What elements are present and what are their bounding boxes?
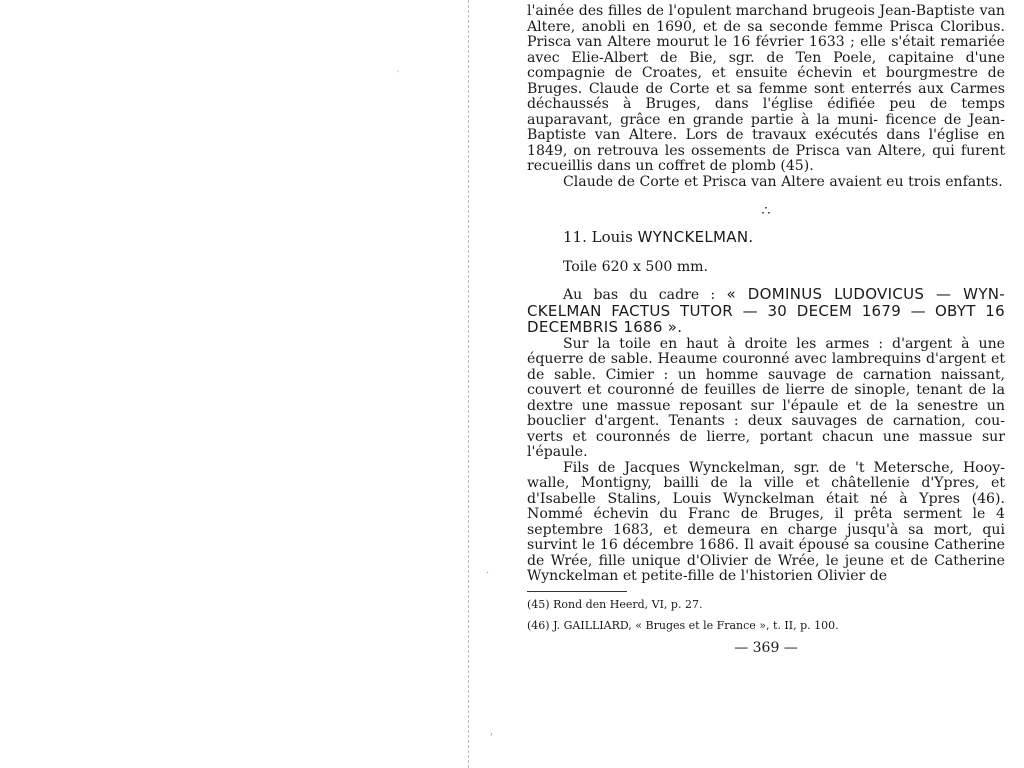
text-line: capitaine d'une compagnie de Croates, et ensuite échevin et: [527, 49, 1005, 81]
section-surname: WYNCKELMAN.: [637, 228, 754, 246]
text-line: Fils de Jacques Wynckelman, sgr. de 't Metersche, Hooy-: [563, 459, 1005, 476]
text-line: de Wrée, fille unique d'Olivier de Wrée, le jeune et de: [527, 552, 928, 569]
scan-speck: ′: [397, 70, 400, 81]
document-page: [527, 4, 1005, 656]
inscription-intro: Au bas du cadre :: [563, 287, 716, 303]
inscription-line: « DOMINUS LUDOVICUS — WYN-: [726, 285, 1006, 303]
arms-paragraph: [527, 337, 1005, 461]
scan-speck: ·: [486, 568, 490, 579]
text-line: enterrés aux Carmes déchaussés à Bruges, dans l'église édifiée: [527, 80, 1006, 112]
text-line: s'était remariée avec Elie-Albert de Bie, sgr. de Ten Poele,: [527, 34, 1005, 66]
text-line: enfants.: [945, 173, 1003, 190]
text-line: bourgmestre de Bruges. Claude de Corte et sa femme sont: [527, 65, 1005, 97]
text-line: et de sable. Cimier : un homme sauvage de carnation naissant,: [527, 351, 1006, 383]
section-number: 11.: [563, 228, 587, 246]
biography-paragraph: [527, 461, 1005, 585]
text-line: Claude de Corte et Prisca van Altere avaient eu trois: [563, 173, 941, 190]
text-line: d'Isabelle Stalins, Louis Wynckelman était né à Ypres (46).: [527, 490, 1005, 507]
footnote-separator-rule: [527, 591, 627, 592]
scan-speck: ,: [490, 726, 494, 737]
text-line: Sur la toile en haut à droite les armes : d'argent à une: [563, 335, 1005, 352]
page-number: — 369 —: [734, 639, 798, 656]
text-line: Catherine Wynckelman et petite-fille de l'historien Olivier de: [527, 552, 1005, 584]
canvas-size: Toile 620 x 500 mm.: [563, 259, 709, 275]
text-line: peu de temps auparavant, grâce en grande partie à la muni-: [527, 96, 1005, 128]
section-heading: [563, 228, 1005, 246]
page-fold-line: [468, 0, 470, 768]
inscription-line: OBYT 16 DECEMBRIS 1686 ».: [527, 301, 1005, 336]
intro-paragraph: [527, 4, 1005, 175]
text-line: Cloribus. Prisca van Altere mourut le 16 février 1633 ; elle: [527, 18, 1005, 50]
section-separator: ∴: [761, 203, 771, 219]
inscription-line: CKELMAN FACTUS TUTOR — 30 DECEM 1679 —: [527, 301, 926, 320]
text-line: dans l'église en 1849, on retrouva les ossements de Prisca: [527, 127, 1006, 159]
children-paragraph: [527, 175, 1005, 191]
text-line: la dextre une massue reposant sur l'épaule et de la senestre un: [527, 382, 1005, 414]
text-line: verts et couronnés de lierre, portant chacun une massue sur: [527, 428, 1005, 445]
text-line: Nommé échevin du Franc de Bruges, il prêta serment le: [527, 506, 986, 522]
text-line: van Altere, qui furent recueillis dans un coffret de plomb (45).: [527, 142, 1005, 174]
text-line: l'ainée des filles de l'opulent marchand brugeois Jean-Baptiste: [527, 3, 975, 19]
text-line: 4 septembre 1683, et demeura en charge jusqu'à sa mort, qui: [527, 506, 1005, 538]
text-line: survint le 16 décembre 1686. Il avait épousé sa cousine Catherine: [527, 537, 1005, 553]
text-line: couvert et couronné de feuilles de lierre de sinople, tenant de: [527, 382, 986, 398]
text-line: bouclier d'argent. Tenants : deux sauvages de carnation, cou-: [527, 413, 1005, 429]
text-line: l'épaule.: [527, 444, 588, 460]
inscription-paragraph: [527, 287, 1005, 337]
text-line: van Altere, anobli en 1690, et de sa seconde femme Prisca: [527, 3, 1006, 35]
section-first-name: Louis: [591, 228, 633, 246]
text-line: équerre de sable. Heaume couronné avec lambrequins d'argent: [527, 351, 987, 367]
text-line: walle, Montigny, bailli de la ville et châtellenie d'Ypres, et: [527, 475, 1005, 491]
footnote-46: (46) J. GAILLIARD, « Bruges et le France », t. II, p. 100.: [527, 618, 839, 632]
footnote-45: (45) Rond den Heerd, VI, p. 27.: [527, 597, 703, 611]
text-line: ficence de Jean-Baptiste van Altere. Lors de travaux exécutés: [527, 111, 1005, 143]
